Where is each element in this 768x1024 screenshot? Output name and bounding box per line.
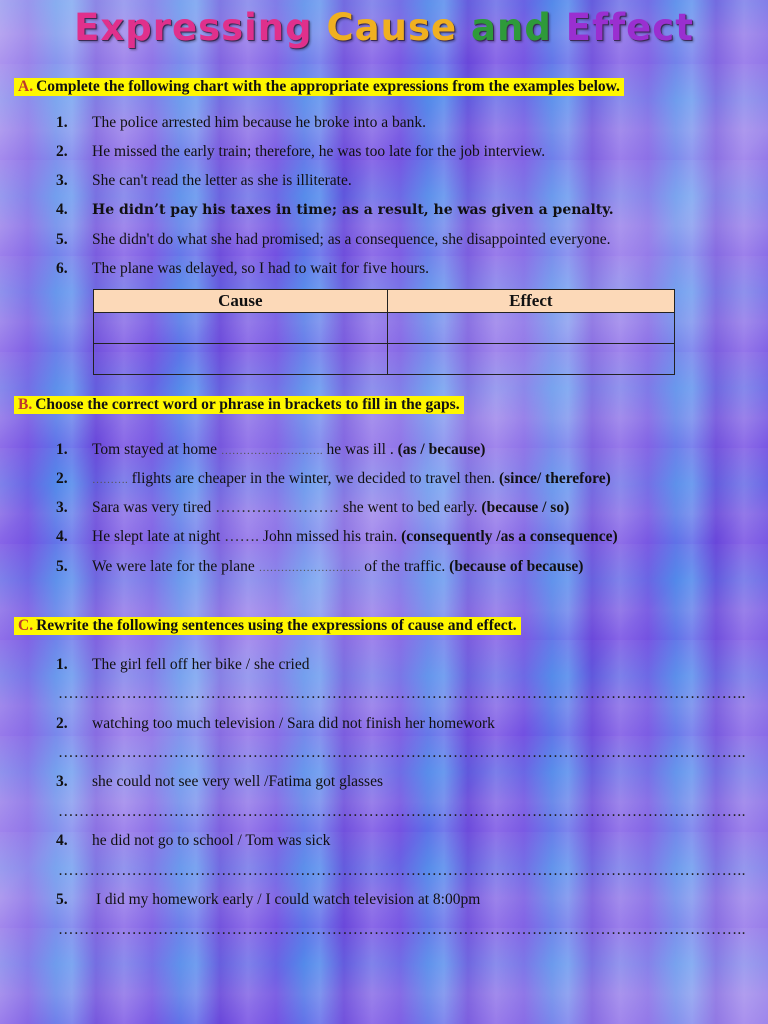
item-number: 5. <box>56 558 68 575</box>
item-number: 1. <box>56 114 68 131</box>
sentence-end: he was ill . <box>322 441 398 458</box>
list-item <box>56 773 383 791</box>
section-b-instruction <box>14 396 464 414</box>
section-letter: A. <box>18 78 34 95</box>
title-word: and <box>471 6 552 49</box>
list-item <box>56 172 352 190</box>
fill-gap[interactable]: ……. <box>224 528 260 545</box>
list-item <box>56 231 610 249</box>
item-number: 2. <box>56 715 68 732</box>
effect-cell[interactable] <box>387 344 674 375</box>
item-text: watching too much television / Sara did not finish her homework <box>92 715 495 732</box>
list-item <box>56 528 618 546</box>
fill-gap[interactable]: …………………… <box>215 499 340 516</box>
answer-line[interactable]: ………………………………………………………………………………………………………………….. <box>58 744 746 761</box>
item-text: she could not see very well /Fatima got glasses <box>92 773 383 790</box>
list-item <box>56 260 429 278</box>
item-number: 3. <box>56 499 68 516</box>
item-text: I did my homework early / I could watch television at 8:00pm <box>92 891 481 908</box>
section-letter: B. <box>18 396 33 413</box>
list-item <box>56 832 330 850</box>
fill-gap[interactable]: ………. <box>92 474 128 486</box>
item-text: He missed the early train; therefore, he was too late for the job interview. <box>92 143 546 160</box>
list-item <box>56 656 310 674</box>
effect-cell[interactable] <box>387 313 674 344</box>
options: (because / so) <box>481 499 570 516</box>
list-item <box>56 470 611 488</box>
title-word: Expressing <box>74 6 313 49</box>
item-number: 3. <box>56 773 68 790</box>
item-text: He didn’t pay his taxes in time; as a result, he was given a penalty. <box>92 202 614 218</box>
section-a-instruction <box>14 78 624 96</box>
cause-effect-table <box>93 289 675 375</box>
instruction-text: Choose the correct word or phrase in brackets to fill in the gaps. <box>35 396 460 413</box>
list-item <box>56 143 545 161</box>
sentence-end: she went to bed early. <box>339 499 482 516</box>
answer-line[interactable]: ………………………………………………………………………………………………………………….. <box>58 685 746 702</box>
item-text: he did not go to school / Tom was sick <box>92 832 331 849</box>
sentence-start: Tom stayed at home <box>92 441 221 458</box>
fill-gap[interactable]: ………………………. <box>258 562 361 574</box>
instruction-text: Complete the following chart with the appropriate expressions from the examples below. <box>36 78 620 95</box>
item-number: 2. <box>56 470 68 487</box>
item-text: The girl fell off her bike / she cried <box>92 656 310 673</box>
section-c-instruction <box>14 617 521 635</box>
list-item <box>56 201 614 219</box>
sentence-start: Sara was very tired <box>92 499 216 516</box>
column-header-effect: Effect <box>387 290 674 313</box>
item-number: 3. <box>56 172 68 189</box>
answer-line[interactable]: ………………………………………………………………………………………………………………….. <box>58 803 746 820</box>
cause-cell[interactable] <box>94 313 388 344</box>
item-number: 5. <box>56 891 68 908</box>
answer-line[interactable]: ………………………………………………………………………………………………………………….. <box>58 862 746 879</box>
section-letter: C. <box>18 617 34 634</box>
fill-gap[interactable]: ………………………. <box>220 445 323 457</box>
item-number: 1. <box>56 656 68 673</box>
item-text: The police arrested him because he broke into a bank. <box>92 114 426 131</box>
page-title <box>0 6 768 49</box>
list-item <box>56 715 495 733</box>
item-number: 4. <box>56 201 68 218</box>
title-word: Cause <box>326 6 458 49</box>
sentence-end: of the traffic. <box>360 558 450 575</box>
column-header-cause: Cause <box>94 290 388 313</box>
list-item <box>56 441 485 459</box>
cause-cell[interactable] <box>94 344 388 375</box>
title-word: Effect <box>565 6 694 49</box>
options: (because of because) <box>449 558 584 575</box>
list-item <box>56 891 480 909</box>
item-number: 6. <box>56 260 68 277</box>
item-number: 4. <box>56 832 68 849</box>
item-number: 4. <box>56 528 68 545</box>
sentence-start: We were late for the plane <box>92 558 259 575</box>
list-item <box>56 499 569 517</box>
item-number: 1. <box>56 441 68 458</box>
item-text: She can't read the letter as she is illiterate. <box>92 172 352 189</box>
instruction-text: Rewrite the following sentences using the expressions of cause and effect. <box>36 617 517 634</box>
item-text: The plane was delayed, so I had to wait for five hours. <box>92 260 430 277</box>
sentence-end: John missed his train. <box>259 528 402 545</box>
options: (as / because) <box>397 441 486 458</box>
sentence-start: He slept late at night <box>92 528 225 545</box>
sentence-end: flights are cheaper in the winter, we decided to travel then. <box>127 470 499 487</box>
list-item <box>56 558 583 576</box>
answer-line[interactable]: ………………………………………………………………………………………………………………….. <box>58 921 746 938</box>
options: (consequently /as a consequence) <box>401 528 618 545</box>
options: (since/ therefore) <box>498 470 611 487</box>
item-number: 5. <box>56 231 68 248</box>
item-number: 2. <box>56 143 68 160</box>
list-item <box>56 114 426 132</box>
item-text: She didn't do what she had promised; as a consequence, she disappointed everyone. <box>92 231 611 248</box>
